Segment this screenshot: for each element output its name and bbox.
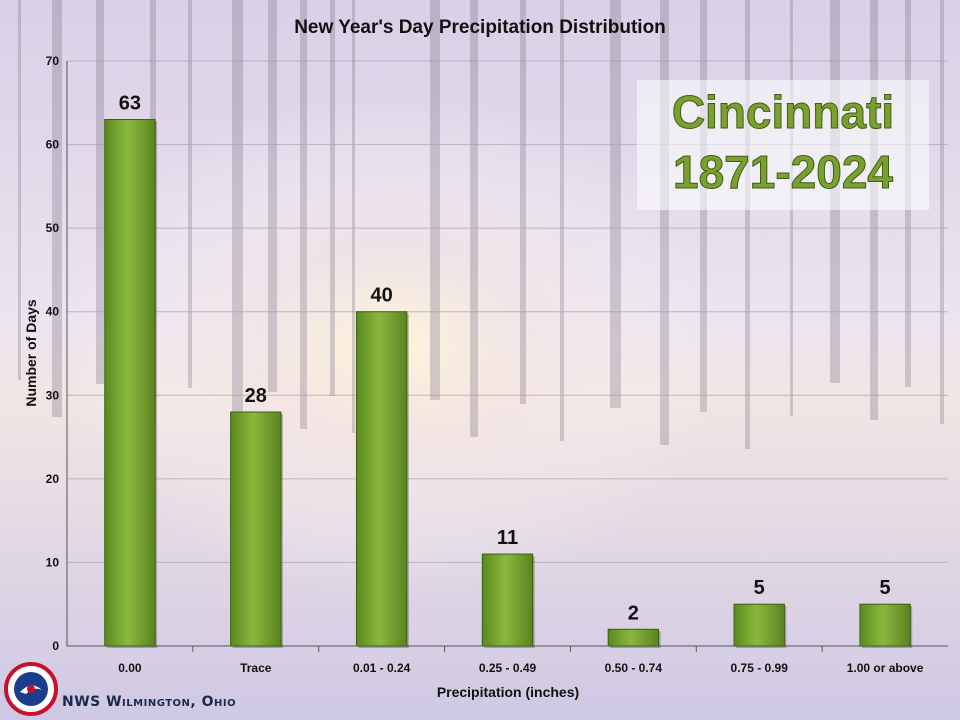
- y-tick-label: 0: [52, 639, 59, 653]
- x-tick-label: 0.00: [118, 661, 142, 675]
- y-tick-label: 30: [45, 388, 59, 403]
- bar: [482, 554, 532, 646]
- y-tick-label: 10: [45, 555, 59, 570]
- bar: [608, 629, 658, 646]
- data-label: 5: [753, 577, 765, 600]
- x-tick-label: Trace: [240, 661, 272, 675]
- inset-city: Cincinnati: [671, 86, 895, 138]
- y-tick-label: 50: [45, 221, 59, 236]
- bar: [105, 120, 155, 647]
- x-axis-label: Precipitation (inches): [436, 684, 580, 700]
- footer-credit: NWS Wilmington, Ohio: [62, 694, 237, 710]
- bar: [356, 312, 406, 646]
- chart-title: New Year's Day Precipitation Distribution: [294, 17, 666, 38]
- x-tick-label: 0.75 - 0.99: [730, 661, 788, 675]
- data-label: 28: [244, 385, 267, 407]
- data-label: 40: [370, 284, 393, 307]
- nws-logo-icon: [4, 662, 58, 716]
- data-label: 63: [118, 92, 142, 115]
- inset-years: 1871-2024: [673, 146, 893, 198]
- data-label: 11: [496, 527, 519, 550]
- bar: [734, 604, 784, 646]
- bar: [860, 604, 910, 646]
- data-label: 5: [879, 577, 891, 600]
- x-tick-label: 0.50 - 0.74: [604, 661, 663, 675]
- y-tick-label: 60: [45, 137, 59, 152]
- y-axis-label: Number of Days: [23, 299, 39, 407]
- x-tick-label: 0.01 - 0.24: [352, 661, 411, 675]
- bar: [231, 412, 281, 646]
- data-label: 2: [627, 602, 639, 625]
- y-tick-label: 20: [45, 471, 59, 486]
- y-tick-label: 40: [45, 304, 59, 319]
- x-tick-label: 0.25 - 0.49: [478, 661, 537, 675]
- x-tick-label: 1.00 or above: [846, 661, 924, 675]
- y-tick-label: 70: [45, 54, 59, 68]
